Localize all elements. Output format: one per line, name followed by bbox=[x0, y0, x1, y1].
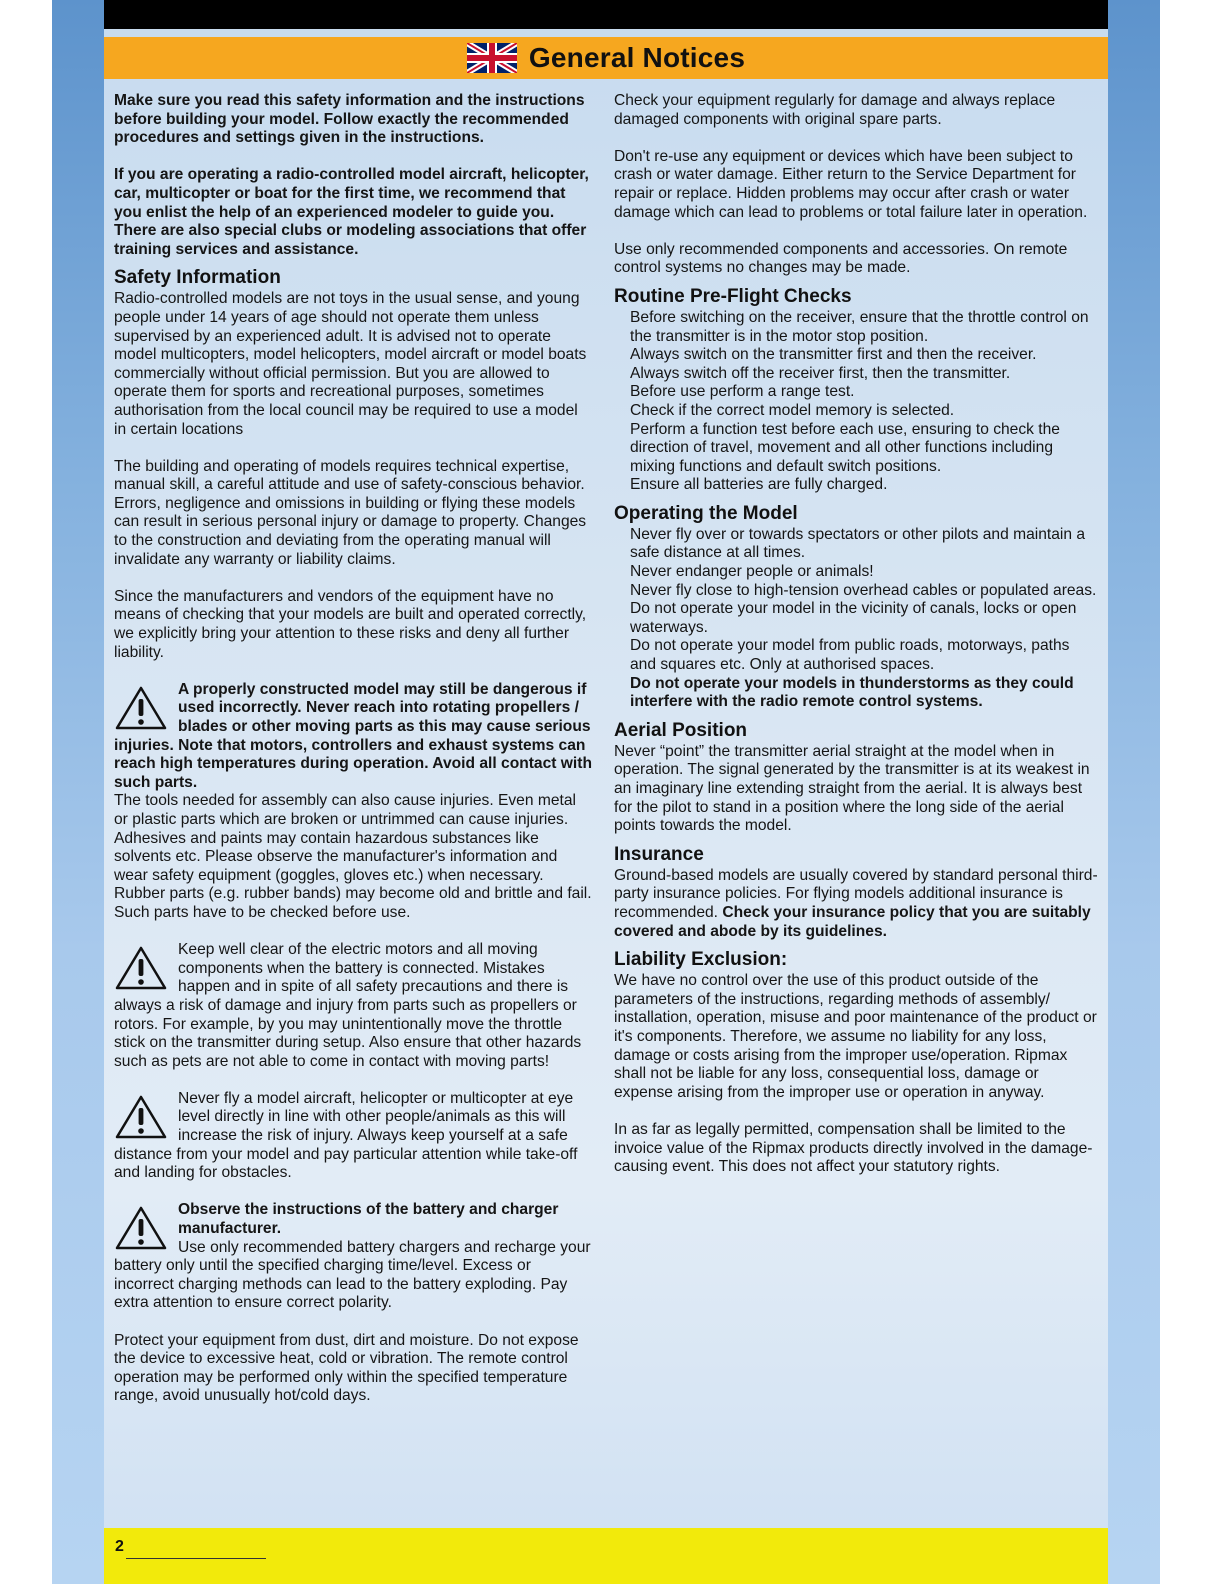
warning-block-3 bbox=[114, 1090, 594, 1183]
insurance-heading: Insurance bbox=[614, 843, 704, 865]
warning-icon bbox=[114, 1094, 168, 1140]
list-item: Ensure all batteries are fully charged. bbox=[630, 476, 888, 494]
right-column bbox=[614, 92, 1098, 1195]
list-item: Perform a function test before each use, ensuring to check the direction of travel, movement and all other functions including mixing functions and default switch positions. bbox=[630, 420, 1060, 475]
warning-icon bbox=[114, 945, 168, 991]
page-content bbox=[104, 0, 1108, 1584]
page-number: 2 bbox=[115, 1538, 124, 1555]
warning-icon bbox=[114, 1205, 168, 1251]
page-title: General Notices bbox=[528, 42, 746, 73]
page-footer bbox=[104, 1528, 1108, 1584]
warning-3-text: Never fly a model aircraft, helicopter or multicopter at eye level directly in line with other people/animals as this will increase the risk of injury. Always keep yourself at a safe distance from your model and pay particular attention while take-off and landing for obstacles. bbox=[114, 1089, 578, 1182]
aerial-heading: Aerial Position bbox=[614, 719, 748, 741]
right-paragraph-1: Check your equipment regularly for damage and always replace damaged components with original spare parts. bbox=[614, 92, 1056, 128]
warning-4-bold: Observe the instructions of the battery and charger manufacturer. bbox=[178, 1201, 559, 1238]
page-header bbox=[104, 37, 1108, 79]
list-item: Do not operate your model from public roads, motorways, paths and squares etc. Only at authorised spaces. bbox=[630, 637, 1070, 674]
liability-paragraph-2: In as far as legally permitted, compensation shall be limited to the invoice value of the Ripmax products directly involved in the damage-causing event. This does not affect your statutory rights. bbox=[614, 1120, 1093, 1176]
insurance-bold: Check your insurance policy that you are suitably covered and abode by its guidelines. bbox=[614, 903, 1091, 940]
list-item: Never endanger people or animals! bbox=[630, 563, 874, 581]
list-item: Never fly close to high-tension overhead cables or populated areas. bbox=[630, 581, 1097, 599]
safety-heading: Safety Information bbox=[114, 267, 281, 289]
list-item: Always switch off the receiver first, then the transmitter. bbox=[630, 364, 1011, 382]
safety-paragraph-3: Since the manufacturers and vendors of the equipment have no means of checking that your models are built and operated correctly, we explicitly bring your attention to these risks and deny all further liability. bbox=[114, 587, 587, 661]
safety-paragraph-1: Radio-controlled models are not toys in the usual sense, and young people under 14 years of age should not operate them unless supervised by an experienced adult. It is advised not to operate model multicopters, model helicopters, model aircraft or model boats commercially without official permission. But you are allowed to operate them for sports and recreational purposes, sometimes authorisation from the local council may be required to use a model in certain locations bbox=[114, 290, 587, 438]
operating-list bbox=[630, 526, 1098, 712]
preflight-list bbox=[630, 309, 1098, 495]
liability-paragraph-1: We have no control over the use of this product outside of the parameters of the instructions, regarding methods of assembly/ installation, operation, misuse and poor maintenance of the product or it's components. Therefore, we assume no liability for any loss, damage or costs arising from the improper use/operation. Ripmax shall not be liable for any loss, consequential loss, damage or expense arising from the improper use or operation in anyway. bbox=[614, 972, 1097, 1101]
insurance-paragraph bbox=[614, 867, 1098, 941]
warning-icon bbox=[114, 685, 168, 731]
warning-2-text: Keep well clear of the electric motors and all moving components when the battery is connected. Mistakes happen and in spite of all safety precautions and there is always a risk of damage and injury from parts such as propellers or rotors. For example, by you may unintentionally move the throttle stick on the transmitter during setup. Also ensure that other hazards such as pets are not able to come in contact with moving parts! bbox=[114, 941, 582, 1070]
intro-paragraph-1: Make sure you read this safety information and the instructions before building your model. Follow exactly the recommended procedures and settings given in the instructions. bbox=[114, 92, 585, 147]
warning-4-text: Use only recommended battery chargers and recharge your battery only until the specified charging time/level. Excess or incorrect charging methods can lead to the battery exploding. Pay extra attention to ensure correct polarity. bbox=[114, 1238, 591, 1312]
aerial-paragraph: Never “point” the transmitter aerial straight at the model when in operation. The signal generated by the transmitter is at its weakest in an imaginary line extending straight from the aerial. It is always best for the pilot to stand in a position where the long side of the aerial points towards the model. bbox=[614, 742, 1090, 835]
operating-heading: Operating the Model bbox=[614, 502, 798, 524]
footer-rule bbox=[126, 1558, 266, 1559]
right-paragraph-3: Use only recommended components and accessories. On remote control systems no changes may be made. bbox=[614, 240, 1068, 277]
warning-block-4 bbox=[114, 1201, 594, 1313]
list-item: Never fly over or towards spectators or other pilots and maintain a safe distance at all times. bbox=[630, 525, 1086, 562]
list-item: Before use perform a range test. bbox=[630, 383, 855, 401]
list-item: Do not operate your model in the vicinity of canals, locks or open waterways. bbox=[630, 600, 1077, 636]
insurance-text: Ground-based models are usually covered by standard personal third-party insurance policies. For flying models additional insurance is recommended. bbox=[614, 866, 1098, 921]
list-item-bold: Do not operate your models in thunderstorms as they could interfere with the radio remote control systems. bbox=[630, 674, 1074, 711]
list-item: Always switch on the transmitter first and then the receiver. bbox=[630, 346, 1037, 364]
intro-paragraph-2: If you are operating a radio-controlled model aircraft, helicopter, car, multicopter or boat for the first time, we recommend that you enlist the help of an experienced modeler to guide you. There are also special clubs or modeling associations that offer training services and assistance. bbox=[114, 166, 589, 258]
safety-paragraph-2: The building and operating of models requires technical expertise, manual skill, a careful attitude and use of safety-conscious behavior. Errors, negligence and omissions in building or flying these models can result in serious personal injury or damage to property. Changes to the construction and deviating from the operating manual will invalidate any warranty or liability claims. bbox=[114, 457, 587, 568]
left-column bbox=[114, 92, 594, 1425]
uk-flag-icon bbox=[467, 43, 517, 73]
top-black-bar bbox=[104, 0, 1108, 29]
liability-heading: Liability Exclusion: bbox=[614, 949, 788, 971]
right-paragraph-2: Don't re-use any equipment or devices which have been subject to crash or water damage. Either return to the Service Department for repair or replace. Hidden problems may occur after crash or water damage which can lead to problems or total failure later in operation. bbox=[614, 147, 1088, 221]
warning-block-1 bbox=[114, 681, 594, 923]
list-item: Before switching on the receiver, ensure that the throttle control on the transmitter is in the motor stop position. bbox=[630, 308, 1089, 345]
preflight-heading: Routine Pre-Flight Checks bbox=[614, 285, 852, 307]
protect-paragraph: Protect your equipment from dust, dirt and moisture. Do not expose the device to excessive heat, cold or vibration. The remote control operation may be performed only within the specified temperature range, avoid unusually hot/cold days. bbox=[114, 1331, 579, 1405]
warning-1-bold: A properly constructed model may still be dangerous if used incorrectly. Never reach into rotating propellers / blades or other moving parts as this may cause serious injuries. Note that motors, controllers and exhaust systems can reach high temperatures during operation. Avoid all contact with such parts. bbox=[114, 680, 592, 791]
warning-block-2 bbox=[114, 941, 594, 1071]
list-item: Check if the correct model memory is selected. bbox=[630, 401, 955, 419]
warning-1-text: The tools needed for assembly can also cause injuries. Even metal or plastic parts which are broken or untrimmed can cause injuries. Adhesives and paints may contain hazardous substances like solvents etc. Please observe the manufacturer's information and wear safety equipment (goggles, gloves etc.) when necessary. Rubber parts (e.g. rubber bands) may become old and brittle and fail. Such parts have to be checked before use. bbox=[114, 792, 592, 921]
